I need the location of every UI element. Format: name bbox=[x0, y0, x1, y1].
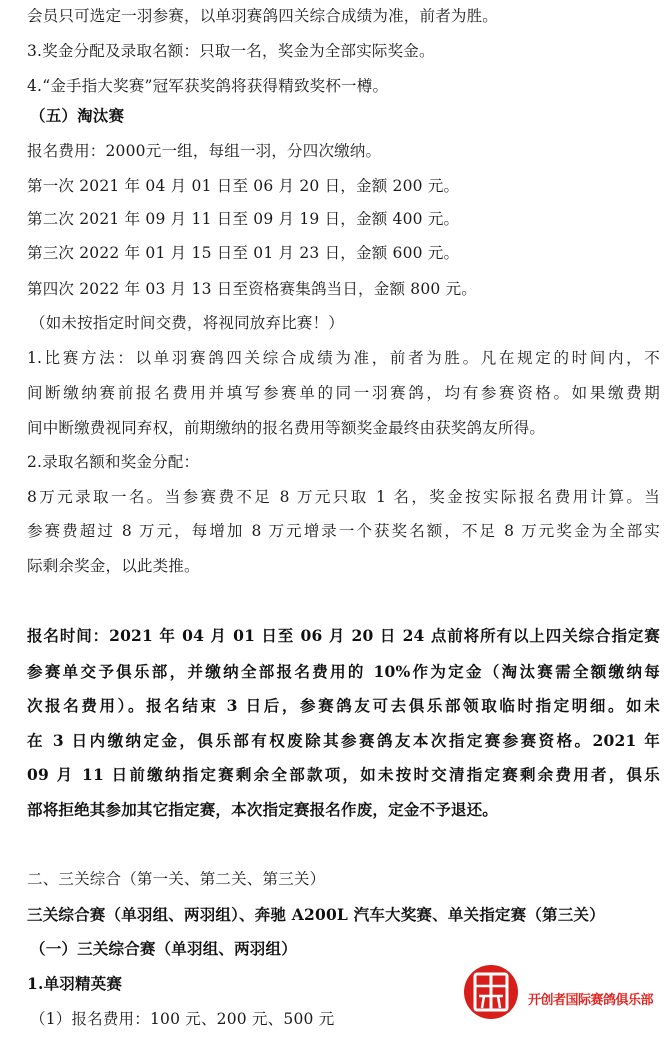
bold-paragraph-line: 次报名费用）。报名结束 3 日后，参赛鸽友可去俱乐部领取临时指定明细。如未 bbox=[27, 696, 660, 715]
section-heading: （五）淘汰赛 bbox=[30, 106, 125, 125]
text-line: 间断缴纳赛前报名费用并填写参赛单的同一羽赛鸽，均有参赛资格。如果缴费期 bbox=[27, 384, 660, 402]
club-name-text: 开创者国际赛鸽俱乐部 bbox=[528, 993, 654, 1008]
club-seal-icon bbox=[462, 963, 520, 1021]
subsection-heading: 三关综合赛（单羽组、两羽组）、奔驰 A200L 汽车大奖赛、单关指定赛（第三关） bbox=[27, 905, 605, 924]
text-line: 3.奖金分配及录取名额：只取一名，奖金为全部实际奖金。 bbox=[27, 42, 435, 60]
bold-paragraph-line: 09 月 11 日前缴纳指定赛剩余全部款项，如未按时交清指定赛剩余费用者，俱乐 bbox=[27, 765, 660, 784]
text-line: 第一次 2021 年 04 月 01 日至 06 月 20 日，金额 200 元。 bbox=[27, 177, 460, 195]
text-line: 第二次 2021 年 09 月 11 日至 09 月 19 日，金额 400 元。 bbox=[27, 210, 460, 228]
text-line: 间中断缴费视同弃权，前期缴纳的报名费用等额奖金最终由获奖鸽友所得。 bbox=[27, 419, 546, 437]
text-line: 2.录取名额和奖金分配： bbox=[27, 453, 200, 471]
bold-paragraph-line: 在 3 日内缴纳定金，俱乐部有权废除其参赛鸽友本次指定赛参赛资格。2021 年 bbox=[27, 731, 660, 750]
text-line: 会员只可选定一羽参赛，以单羽赛鸽四关综合成绩为准，前者为胜。 bbox=[27, 7, 499, 25]
text-line: 报名费用：2000元一组，每组一羽，分四次缴纳。 bbox=[27, 142, 382, 160]
subsection-heading: 1.单羽精英赛 bbox=[27, 974, 123, 993]
text-line: 4.“金手指大奖赛”冠军获奖鸽将获得精致奖杯一樽。 bbox=[27, 77, 389, 95]
text-line: 8万元录取一名。当参赛费不足 8 万元只取 1 名，奖金按实际报名费用计算。当 bbox=[27, 488, 660, 506]
subsection-heading: （一）三关综合赛（单羽组、两羽组） bbox=[30, 939, 297, 958]
bold-paragraph-line: 参赛单交予俱乐部，并缴纳全部报名费用的 10%作为定金（淘汰赛需全额缴纳每 bbox=[27, 662, 660, 681]
bold-paragraph-line: 部将拒绝其参加其它指定赛，本次指定赛报名作废，定金不予退还。 bbox=[27, 800, 499, 819]
text-line: （如未按指定时间交费，将视同放弃比赛！） bbox=[30, 314, 345, 332]
text-line: 1.比赛方法：以单羽赛鸽四关综合成绩为准，前者为胜。凡在规定的时间内，不 bbox=[27, 349, 660, 367]
text-line: （1）报名费用：100 元、200 元、500 元 bbox=[30, 1010, 335, 1028]
text-line: 第三次 2022 年 01 月 15 日至 01 月 23 日，金额 600 元。 bbox=[27, 244, 460, 262]
section-heading: 二、三关综合（第一关、第二关、第三关） bbox=[27, 870, 326, 888]
text-line: 际剩余奖金，以此类推。 bbox=[27, 557, 200, 575]
club-watermark-logo bbox=[462, 963, 662, 1025]
bold-paragraph-line: 报名时间：2021 年 04 月 01 日至 06 月 20 日 24 点前将所有以上四关综合指定赛 bbox=[27, 626, 660, 645]
text-line: 参赛费超过 8 万元，每增加 8 万元增录一个获奖名额，不足 8 万元奖金为全部实 bbox=[27, 522, 660, 540]
text-line: 第四次 2022 年 03 月 13 日至资格赛集鸽当日，金额 800 元。 bbox=[27, 280, 477, 298]
